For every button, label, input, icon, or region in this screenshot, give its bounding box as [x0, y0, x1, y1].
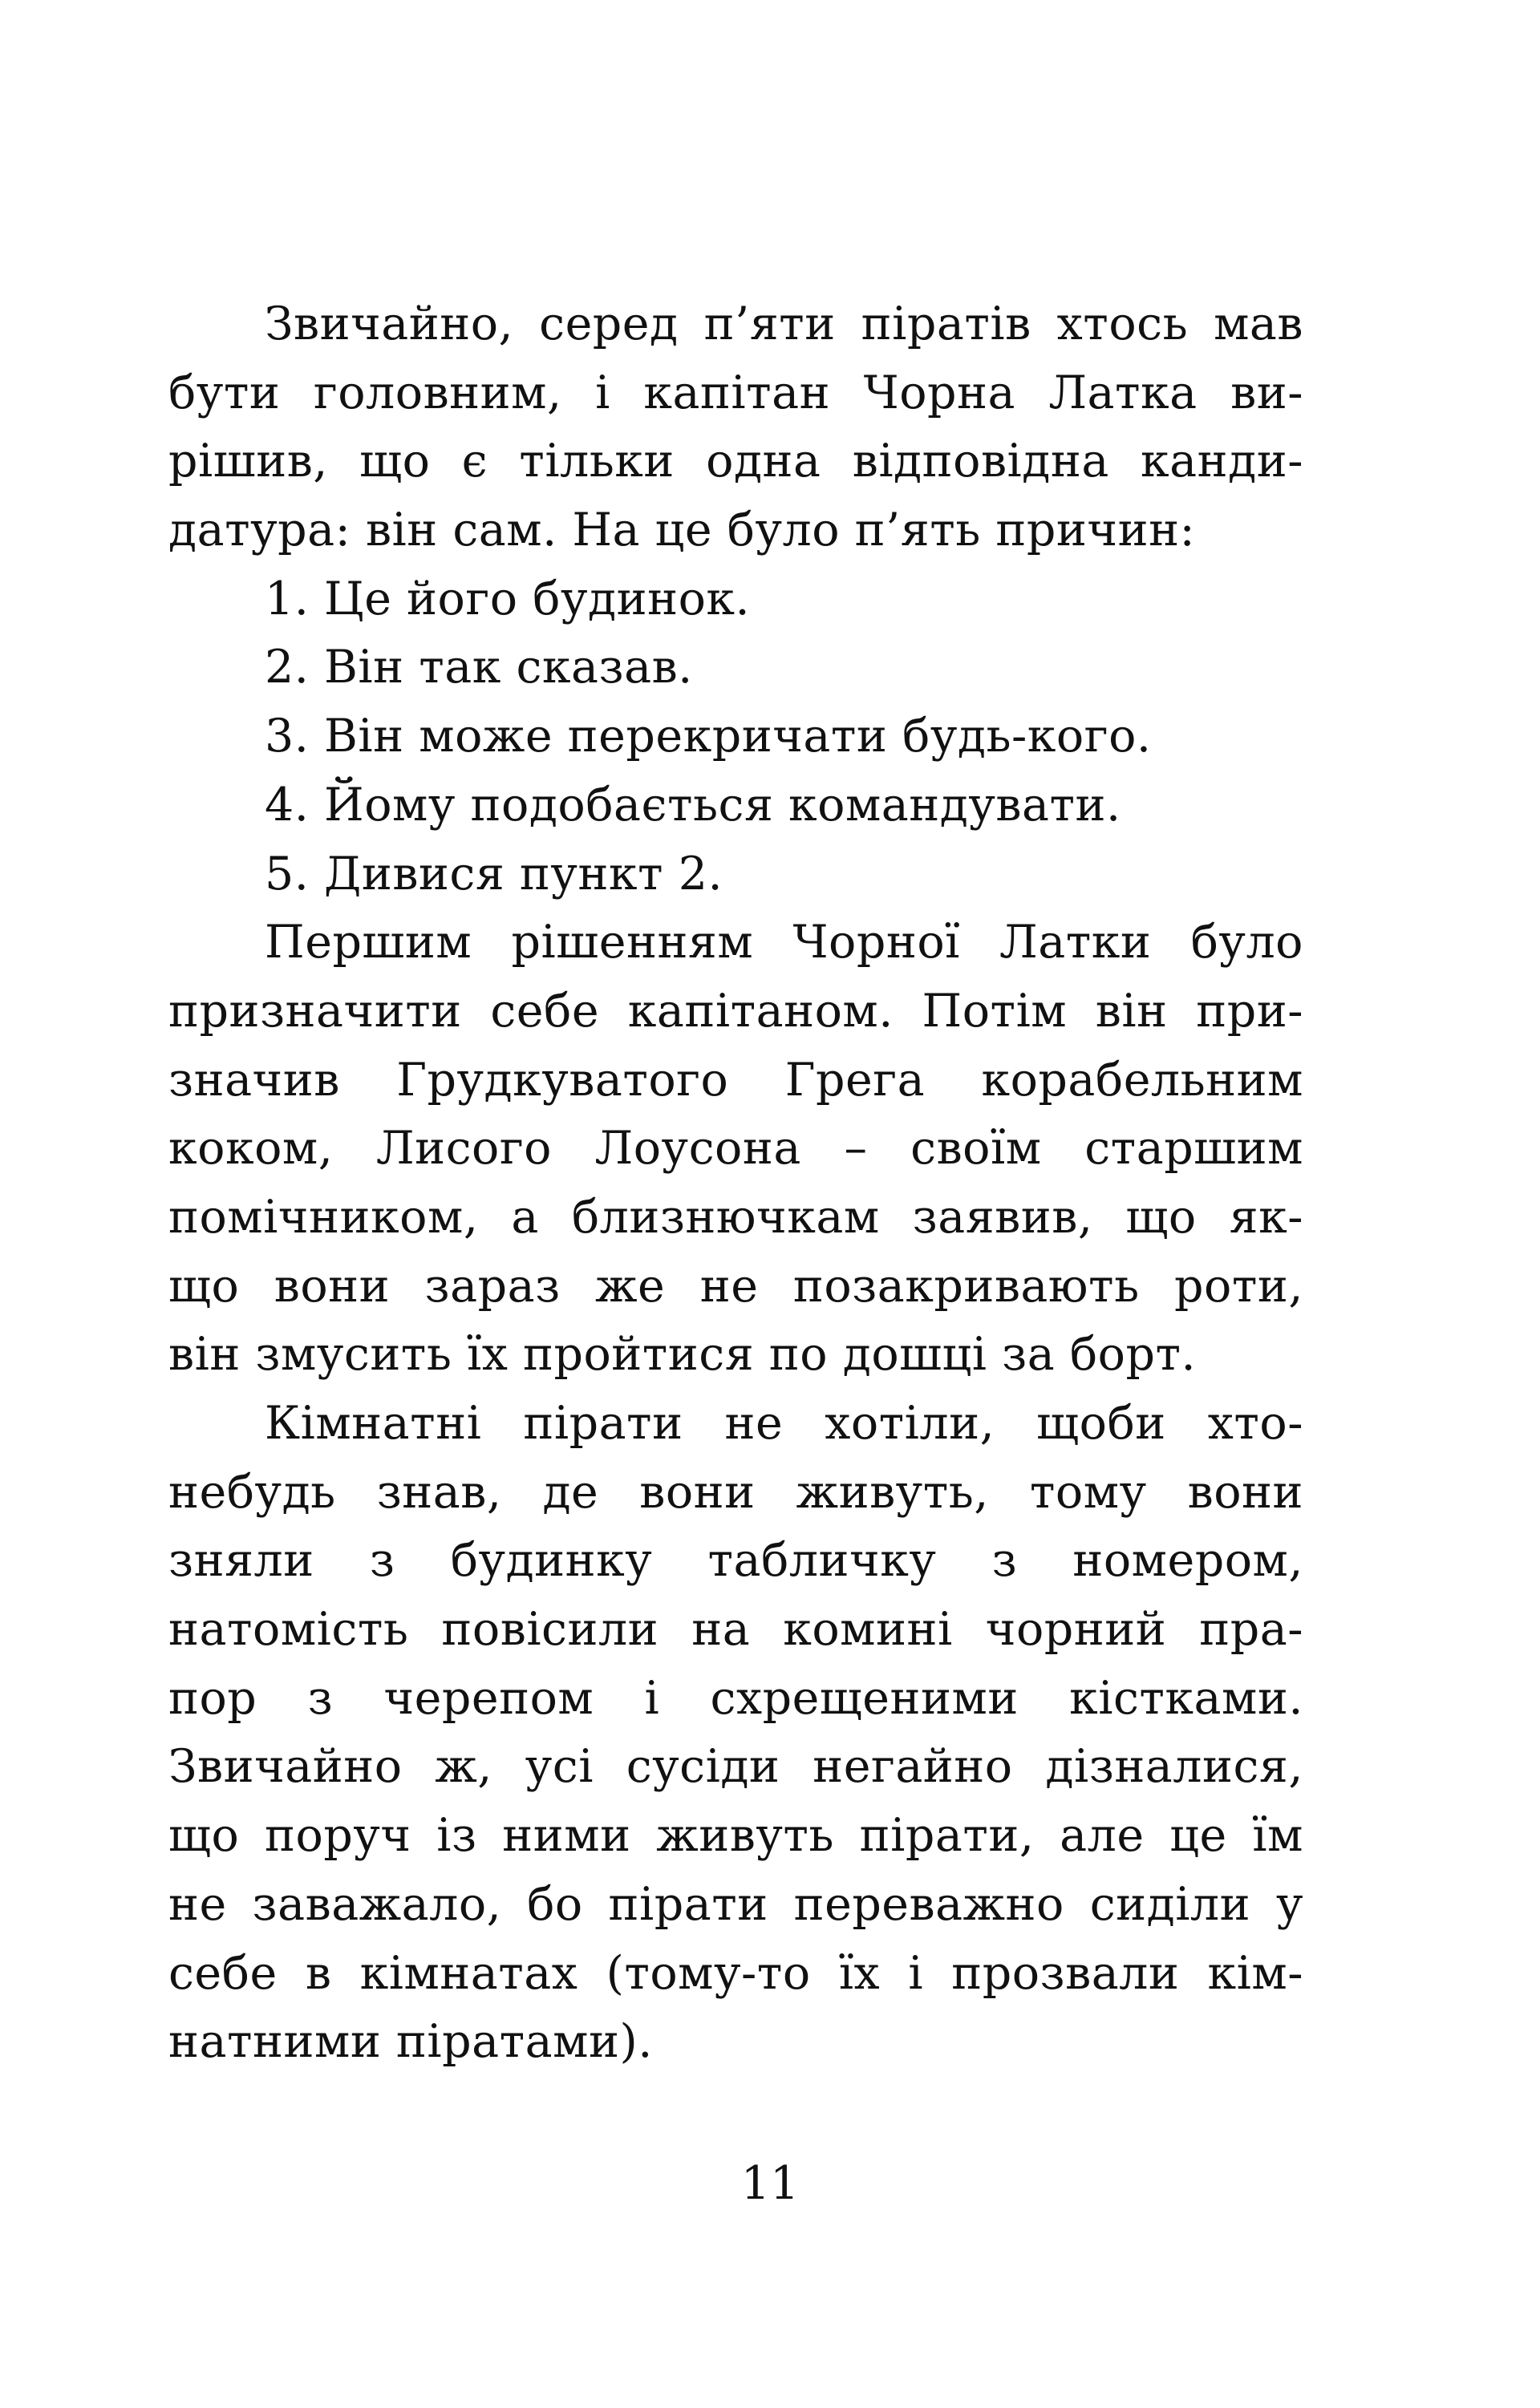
paragraph-2-line-5: помічником, а близнючкам заявив, що як- [168, 1190, 1303, 1244]
paragraph-2-line-4: коком, Лисого Лоусона – своїм старшим [168, 1122, 1303, 1176]
list-item-2: 2. Він так сказав. [265, 641, 693, 694]
list-item-5: 5. Дивися пункт 2. [265, 847, 723, 900]
paragraph-3-line-5: пор з черепом і схрещеними кістками. [168, 1671, 1303, 1725]
paragraph-2-line-7: він змусить їх пройтися по дошці за борт. [168, 1328, 1197, 1382]
paragraph-3-line-10: натними піратами). [168, 2015, 653, 2069]
paragraph-2-line-3: значив Грудкуватого Грега корабельним [168, 1053, 1303, 1107]
list-item-3: 3. Він може перекричати будь-кого. [265, 710, 1152, 763]
paragraph-2-line-2: призначити себе капітаном. Потім він при- [168, 984, 1303, 1038]
paragraph-3-line-6: Звичайно ж, усі сусіди негайно дізналися, [168, 1740, 1303, 1794]
paragraph-3-line-9: себе в кімнатах (тому-то їх і прозвали кім- [168, 1946, 1303, 2000]
paragraph-3-line-8: не заважало, бо пірати переважно сиділи у [168, 1877, 1303, 1931]
paragraph-3-line-7: що поруч із ними живуть пірати, але це їм [168, 1809, 1303, 1863]
paragraph-3-line-1: Кімнатні пірати не хотіли, щоби хто- [265, 1397, 1303, 1450]
paragraph-3-line-4: натомість повісили на комині чорний пра- [168, 1603, 1303, 1657]
page-body-text [168, 290, 1303, 2077]
page-number: 11 [740, 2157, 800, 2210]
paragraph-3-line-3: зняли з будинку табличку з номером, [168, 1534, 1303, 1588]
list-item-4: 4. Йому подобається командувати. [265, 778, 1121, 832]
list-item-1: 1. Це його будинок. [265, 572, 751, 625]
paragraph-3-line-2: небудь знав, де вони живуть, тому вони [168, 1465, 1303, 1519]
paragraph-1-line-2: бути головним, і капітан Чорна Латка ви- [168, 366, 1303, 419]
paragraph-1-line-3: рішив, що є тільки одна відповідна канди- [168, 435, 1303, 488]
paragraph-1-line-1: Звичайно, серед п’яти піратів хтось мав [265, 297, 1303, 350]
paragraph-2-line-6: що вони зараз же не позакривають роти, [168, 1259, 1303, 1313]
paragraph-2-line-1: Першим рішенням Чорної Латки було [265, 916, 1303, 969]
paragraph-1-line-4: датура: він сам. На це було п’ять причин: [168, 504, 1196, 557]
